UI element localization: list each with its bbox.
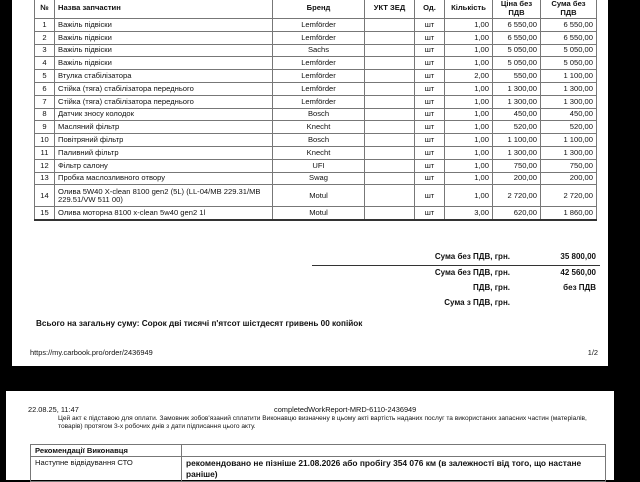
report-page-2 [6,391,614,480]
sum: 1 100,00 [541,134,597,147]
part-name: Масляний фільтр [55,121,273,134]
next-visit-label: Наступне відвідування СТО [31,457,182,482]
vat-row [312,281,600,296]
recommendations-row [31,445,606,457]
quantity: 1,00 [445,31,493,44]
next-visit-row [31,457,606,482]
table-row [35,95,597,108]
row-number: 3 [35,44,55,57]
quantity: 1,00 [445,82,493,95]
quantity: 1,00 [445,95,493,108]
total-with-vat-row [312,296,600,311]
total-row [312,266,600,281]
part-name: Важіль підвіски [55,31,273,44]
part-name: Пробка маслозливного отвору [55,172,273,185]
brand: Swag [273,172,365,185]
table-row [35,19,597,32]
price: 1 100,00 [493,134,541,147]
brand: Lemförder [273,82,365,95]
part-name: Стійка (тяга) стабілізатора переднього [55,95,273,108]
ukt-zed [365,19,415,32]
price: 1 300,00 [493,146,541,159]
total-value: 42 560,00 [560,268,596,277]
report-page-1 [12,0,608,366]
ukt-zed [365,172,415,185]
price: 550,00 [493,70,541,83]
price: 6 550,00 [493,31,541,44]
part-name: Паливний фільтр [55,146,273,159]
next-visit-value: рекомендовано не пізніше 21.08.2026 або пробігу 354 076 км (в залежності від того, що настане раніше) [182,457,606,482]
quantity: 1,00 [445,121,493,134]
part-name: Важіль підвіски [55,44,273,57]
table-row [35,57,597,70]
part-name: Важіль підвіски [55,57,273,70]
sum: 5 050,00 [541,57,597,70]
ukt-zed [365,82,415,95]
row-number: 2 [35,31,55,44]
sum: 520,00 [541,121,597,134]
price: 1 300,00 [493,82,541,95]
brand: Lemförder [273,31,365,44]
price: 5 050,00 [493,44,541,57]
table-header-row [35,0,597,19]
unit: шт [415,185,445,207]
table-row [35,108,597,121]
col-price: Ціна без ПДВ [493,0,541,19]
price: 1 300,00 [493,95,541,108]
row-number: 5 [35,70,55,83]
sum-in-words: Всього на загальну суму: Сорок дві тисячі п'ятсот шістдесят гривень 00 копійок [36,319,363,328]
table-row [35,134,597,147]
row-number: 11 [35,146,55,159]
total-value: 35 800,00 [560,252,596,261]
payment-notice: Цей акт є підставою для оплати. Замовник зобов'язаний сплатити Виконавцю визначену в цьому акті вартість наданих послуг та використаних запасних частин (матеріалів, товарів) протягом 3-х робочих днів з дати підписання цього акту. [58,415,587,430]
vat-value: без ПДВ [563,283,596,292]
sum: 6 550,00 [541,31,597,44]
sum: 1 100,00 [541,70,597,83]
brand: Bosch [273,134,365,147]
unit: шт [415,159,445,172]
ukt-zed [365,121,415,134]
sum: 450,00 [541,108,597,121]
table-row [35,70,597,83]
document-title: completedWorkReport-MRD-6110-2436949 [274,405,417,414]
unit: шт [415,57,445,70]
table-row [35,172,597,185]
ukt-zed [365,31,415,44]
row-number: 15 [35,207,55,220]
table-row [35,82,597,95]
part-name: Втулка стабілізатора [55,70,273,83]
brand: Motul [273,207,365,220]
quantity: 1,00 [445,108,493,121]
table-bottom-rule [35,220,597,223]
unit: шт [415,95,445,108]
price: 520,00 [493,121,541,134]
quantity: 2,00 [445,70,493,83]
ukt-zed [365,44,415,57]
ukt-zed [365,108,415,121]
sum: 2 720,00 [541,185,597,207]
sum: 1 300,00 [541,95,597,108]
page-url: https://my.carbook.pro/order/2436949 [30,348,153,357]
brand: Motul [273,185,365,207]
bottom-rule [35,220,597,223]
recommendations-label: Рекомендації Виконавця [31,445,182,457]
unit: шт [415,134,445,147]
price: 200,00 [493,172,541,185]
part-name: Важіль підвіски [55,19,273,32]
table-row [35,185,597,207]
unit: шт [415,108,445,121]
table-row [35,207,597,220]
total-with-vat-label: Сума з ПДВ, грн. [444,298,510,307]
price: 2 720,00 [493,185,541,207]
unit: шт [415,44,445,57]
brand: Sachs [273,44,365,57]
sum: 1 300,00 [541,146,597,159]
row-number: 12 [35,159,55,172]
ukt-zed [365,70,415,83]
quantity: 1,00 [445,57,493,70]
sum: 200,00 [541,172,597,185]
recommendations-value [182,445,606,457]
ukt-zed [365,159,415,172]
quantity: 1,00 [445,146,493,159]
brand: Lemförder [273,19,365,32]
part-name: Фільтр салону [55,159,273,172]
table-row [35,44,597,57]
col-number: № [35,0,55,19]
total-label: Сума без ПДВ, грн. [434,252,510,261]
table-row [35,146,597,159]
sum: 1 300,00 [541,82,597,95]
table-row [35,31,597,44]
col-brand: Бренд [273,0,365,19]
quantity: 1,00 [445,172,493,185]
sum: 750,00 [541,159,597,172]
price: 5 050,00 [493,57,541,70]
price: 620,00 [493,207,541,220]
ukt-zed [365,146,415,159]
ukt-zed [365,95,415,108]
row-number: 8 [35,108,55,121]
total-label: Сума без ПДВ, грн. [434,268,510,277]
part-name: Датчик зносу колодок [55,108,273,121]
price: 750,00 [493,159,541,172]
parts-table [34,0,597,223]
col-unit: Од. [415,0,445,19]
vat-label: ПДВ, грн. [473,283,510,292]
brand: Lemförder [273,95,365,108]
col-part-name: Назва запчастин [55,0,273,19]
sum: 5 050,00 [541,44,597,57]
row-number: 6 [35,82,55,95]
table-row [35,159,597,172]
ukt-zed [365,57,415,70]
quantity: 1,00 [445,19,493,32]
quantity: 1,00 [445,185,493,207]
row-number: 13 [35,172,55,185]
ukt-zed [365,134,415,147]
brand: Knecht [273,121,365,134]
unit: шт [415,31,445,44]
quantity: 1,00 [445,134,493,147]
total-row [312,250,600,266]
col-ukt-zed: УКТ ЗЕД [365,0,415,19]
ukt-zed [365,207,415,220]
col-sum: Сума без ПДВ [541,0,597,19]
col-quantity: Кількість [445,0,493,19]
quantity: 1,00 [445,44,493,57]
quantity: 1,00 [445,159,493,172]
unit: шт [415,207,445,220]
quantity: 3,00 [445,207,493,220]
page-number: 1/2 [587,348,598,357]
ukt-zed [365,185,415,207]
price: 6 550,00 [493,19,541,32]
row-number: 9 [35,121,55,134]
part-name: Олива моторна 8100 x-clean 5w40 gen2 1l [55,207,273,220]
unit: шт [415,172,445,185]
part-name: Повітряний фільтр [55,134,273,147]
brand: Lemförder [273,70,365,83]
part-name: Олива 5W40 X-clean 8100 gen2 (5L) (LL-04/MB 229.31/MB 229.51/VW 511 00) [55,185,273,207]
brand: Bosch [273,108,365,121]
brand: Lemförder [273,57,365,70]
unit: шт [415,82,445,95]
row-number: 1 [35,19,55,32]
row-number: 10 [35,134,55,147]
parts-table-body [35,19,597,224]
row-number: 4 [35,57,55,70]
sum: 6 550,00 [541,19,597,32]
unit: шт [415,19,445,32]
brand: Knecht [273,146,365,159]
sum: 1 860,00 [541,207,597,220]
price: 450,00 [493,108,541,121]
unit: шт [415,70,445,83]
print-datetime: 22.08.25, 11:47 [28,405,79,414]
unit: шт [415,146,445,159]
table-row [35,121,597,134]
recommendations-table [30,444,606,482]
totals-block [312,250,600,311]
row-number: 14 [35,185,55,207]
brand: UFI [273,159,365,172]
part-name: Стійка (тяга) стабілізатора переднього [55,82,273,95]
unit: шт [415,121,445,134]
row-number: 7 [35,95,55,108]
